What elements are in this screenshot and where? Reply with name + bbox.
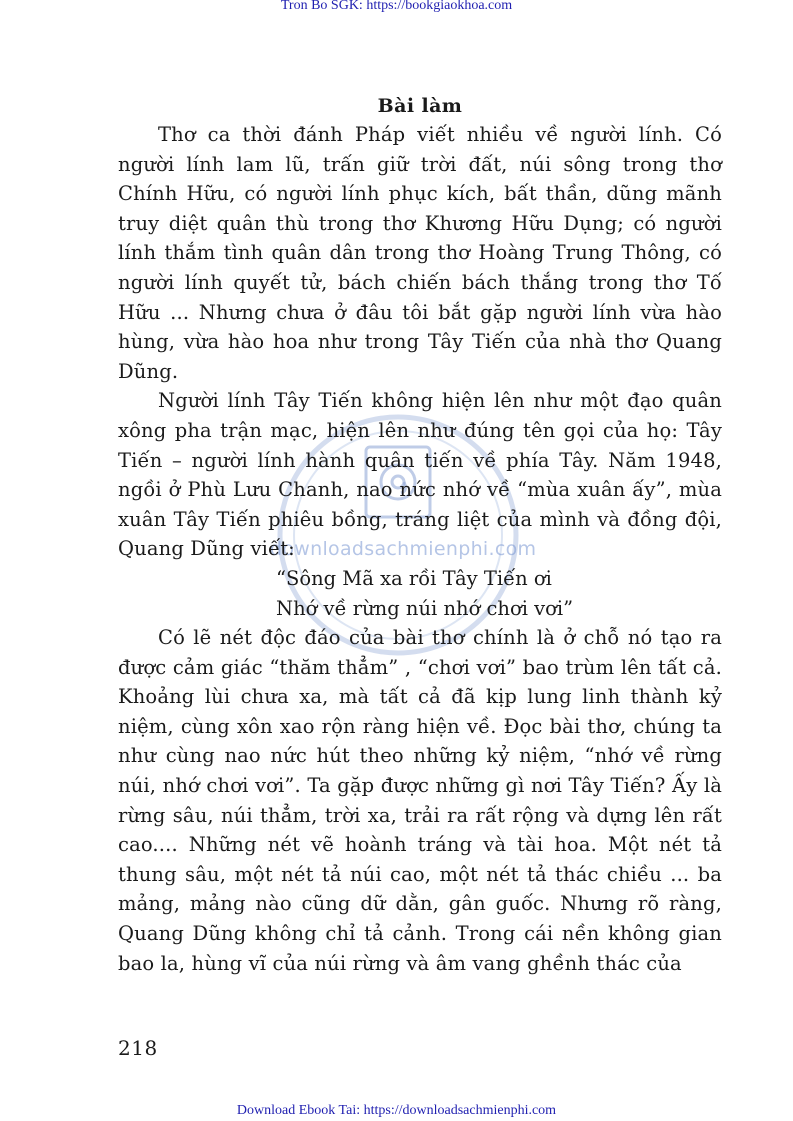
footer-download-link[interactable]: Download Ebook Tai: https://downloadsachmienphi.com (236, 1103, 557, 1118)
paragraph-1: Thơ ca thời đánh Pháp viết nhiều về người lính. Có người lính lam lũ, trấn giữ trời đất, núi sông trong thơ Chính Hữu, có người lính phục kích, bất thần, dũng mãnh truy diệt quân thù trong thơ Khương Hữu Dụng; có người lính thắm tình quân dân trong thơ Hoàng Trung Thông, có người lính quyết tử, bách chiến bách thắng trong thơ Tố Hữu ... Nhưng chưa ở đâu tôi bắt gặp người lính vừa hào hùng, vừa hào hoa như trong Tây Tiến của nhà thơ Quang Dũng. (118, 123, 722, 383)
watermark-text: downloadsachmienphi.com (270, 538, 537, 560)
page-number: 218 (118, 1036, 158, 1060)
poem-line-1: “Sông Mã xa rồi Tây Tiến ơi (276, 566, 552, 590)
header-download-link[interactable]: Tron Bo SGK: https://bookgiaokhoa.com (280, 0, 513, 13)
paragraph-2: Người lính Tây Tiến không hiện lên như một đạo quân xông pha trận mạc, hiện lên như đúng tên gọi của họ: Tây Tiến – người lính hành quân tiến về phía Tây. Năm 1948, ngồi ở Phù Lưu Chanh, nao nức nhớ về “mùa xuân ấy”, mùa xuân Tây Tiến phiêu bồng, tráng liệt của mình và đồng đội, Quang Dũng viết: (118, 389, 722, 561)
paragraph-3: Có lẽ nét độc đáo của bài thơ chính là ở chỗ nó tạo ra được cảm giác “thăm thẳm” , “chơi vơi” bao trùm lên tất cả. Khoảng lùi chưa xa, mà tất cả đã kịp lung linh thành kỷ niệm, cùng xôn xao rộn ràng hiện về. Đọc bài thơ, chúng ta như cùng nao nức hút theo những kỷ niệm, “nhớ về rừng núi, nhớ chơi vơi”. Ta gặp được những gì nơi Tây Tiến? Ấy là rừng sâu, núi thẳm, trời xa, trải ra rất rộng và dựng lên rất cao.... Những nét vẽ hoành tráng và tài hoa. Một nét tả thung sâu, một nét tả núi cao, một nét tả thác chiều ... ba mảng, mảng nào cũng dữ dằn, gân guốc. Nhưng rõ ràng, Quang Dũng không chỉ tả cảnh. Trong cái nền không gian bao la, hùng vĩ của núi rừng và âm vang ghềnh thác của (118, 626, 722, 975)
section-heading: Bài làm (377, 95, 463, 117)
page-body (118, 92, 722, 978)
poem-line-2: Nhớ về rừng núi nhớ chơi vơi” (276, 596, 574, 620)
